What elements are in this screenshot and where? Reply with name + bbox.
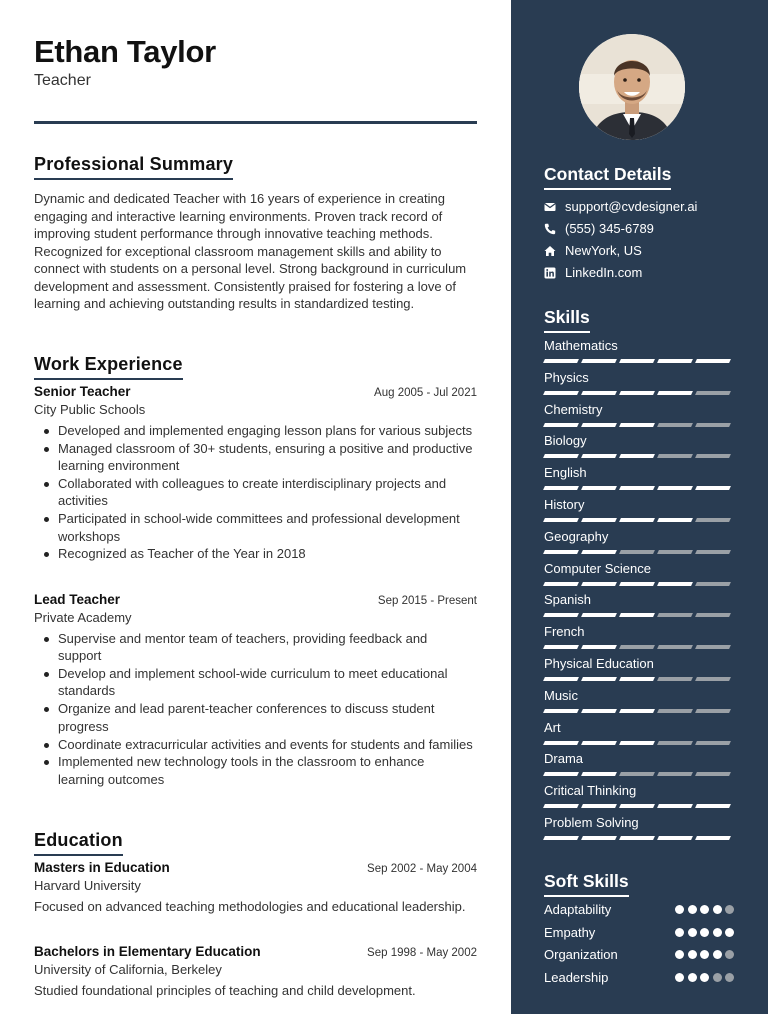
- skill-item: [544, 370, 734, 395]
- skill-item: [544, 497, 734, 522]
- soft-skill-item: [544, 925, 734, 940]
- skill-level-segment: [543, 550, 579, 554]
- candidate-role: Teacher: [34, 72, 91, 89]
- skill-level-segment: [657, 518, 693, 522]
- skill-level-bars: [544, 359, 734, 363]
- section-title-work: Work Experience: [34, 354, 183, 380]
- skill-level-segment: [543, 454, 579, 458]
- skill-level-segment: [695, 836, 731, 840]
- skill-item: [544, 529, 734, 554]
- soft-skill-level-dot: [700, 950, 709, 959]
- section-title-education: Education: [34, 830, 123, 856]
- skill-level-segment: [695, 518, 731, 522]
- skill-level-segment: [657, 454, 693, 458]
- contact-email[interactable]: [544, 199, 697, 214]
- job-dates: Sep 2015 - Present: [377, 595, 477, 607]
- skill-level-segment: [581, 677, 617, 681]
- soft-skill-level-dots: [672, 905, 735, 914]
- skill-level-bars: [544, 582, 734, 586]
- soft-skill-level-dot: [688, 950, 697, 959]
- skill-item: [544, 720, 734, 745]
- skill-item: [544, 338, 734, 363]
- skill-level-segment: [543, 645, 579, 649]
- soft-skill-level-dot: [700, 973, 709, 982]
- skill-level-segment: [657, 709, 693, 713]
- soft-skill-level-dot: [675, 950, 684, 959]
- skill-level-segment: [619, 359, 655, 363]
- education-description: Focused on advanced teaching methodologies and educational leadership.: [34, 899, 466, 914]
- education-description: Studied foundational principles of teaching and child development.: [34, 983, 416, 998]
- skill-name: Geography: [544, 528, 609, 544]
- skill-level-bars: [544, 423, 734, 427]
- skill-level-segment: [695, 741, 731, 745]
- skill-level-segment: [619, 454, 655, 458]
- section-title-contact: Contact Details: [544, 164, 671, 190]
- skill-name: Art: [544, 719, 561, 735]
- skill-item: [544, 656, 734, 681]
- skill-level-segment: [619, 486, 655, 490]
- skill-level-segment: [695, 359, 731, 363]
- skill-level-segment: [657, 772, 693, 776]
- bullet-item: Developed and implemented engaging lesson plans for various subjects: [34, 422, 474, 439]
- skill-level-segment: [619, 613, 655, 617]
- skill-level-segment: [695, 423, 731, 427]
- skill-level-segment: [657, 359, 693, 363]
- skill-level-segment: [543, 741, 579, 745]
- skill-level-segment: [581, 645, 617, 649]
- soft-skill-level-dot: [725, 973, 734, 982]
- phone-text: (555) 345-6789: [565, 221, 654, 236]
- school-name: University of California, Berkeley: [34, 962, 222, 977]
- location-text: NewYork, US: [565, 243, 642, 258]
- skill-name: Critical Thinking: [544, 783, 637, 799]
- skill-item: [544, 688, 734, 713]
- profile-photo: [579, 34, 685, 140]
- soft-skill-level-dot: [675, 973, 684, 982]
- skill-level-segment: [543, 677, 579, 681]
- skill-name: English: [544, 465, 587, 481]
- job-dates: Aug 2005 - Jul 2021: [374, 387, 477, 399]
- skill-level-bars: [544, 613, 734, 617]
- skill-name: Spanish: [544, 592, 591, 608]
- skill-level-segment: [543, 804, 579, 808]
- skill-level-bars: [544, 836, 734, 840]
- skill-level-segment: [581, 709, 617, 713]
- soft-skill-item: [544, 902, 734, 917]
- skill-level-bars: [544, 677, 734, 681]
- soft-skill-name: Organization: [544, 947, 618, 962]
- skill-level-segment: [619, 582, 655, 586]
- skill-item: [544, 402, 734, 427]
- skill-level-segment: [543, 486, 579, 490]
- soft-skill-level-dot: [675, 928, 684, 937]
- skill-level-segment: [543, 391, 579, 395]
- job-title: Lead Teacher: [34, 592, 121, 607]
- email-text: support@cvdesigner.ai: [565, 199, 698, 214]
- skill-level-bars: [544, 772, 734, 776]
- skill-level-segment: [581, 741, 617, 745]
- skill-level-segment: [657, 423, 693, 427]
- soft-skill-level-dot: [688, 928, 697, 937]
- education-entry: [34, 944, 477, 998]
- soft-skill-level-dot: [725, 950, 734, 959]
- bullet-item: Participated in school-wide committees and professional development workshops: [34, 510, 474, 545]
- section-title-soft-skills: Soft Skills: [544, 871, 629, 897]
- skill-item: [544, 815, 734, 840]
- bullet-item: Collaborated with colleagues to create interdisciplinary projects and activities: [34, 475, 474, 510]
- skill-level-bars: [544, 486, 734, 490]
- skill-item: [544, 592, 734, 617]
- skill-level-segment: [695, 613, 731, 617]
- skill-level-segment: [695, 645, 731, 649]
- skill-name: Mathematics: [544, 338, 618, 353]
- skill-level-segment: [695, 550, 731, 554]
- soft-skill-name: Empathy: [544, 924, 596, 940]
- linkedin-text: LinkedIn.com: [565, 265, 643, 280]
- skill-item: [544, 561, 734, 586]
- bullet-item: Develop and implement school-wide curriculum to meet educational standards: [34, 665, 474, 700]
- degree-title: Bachelors in Elementary Education: [34, 944, 261, 959]
- skill-level-segment: [619, 804, 655, 808]
- skill-name: Drama: [544, 751, 584, 767]
- skill-level-segment: [619, 741, 655, 745]
- linkedin-icon: [544, 267, 556, 279]
- soft-skill-level-dot: [713, 950, 722, 959]
- skill-level-segment: [581, 359, 617, 363]
- skill-level-segment: [657, 804, 693, 808]
- home-icon: [544, 245, 556, 257]
- soft-skill-name: Leadership: [544, 969, 609, 985]
- skill-level-segment: [543, 582, 579, 586]
- skill-level-segment: [543, 836, 579, 840]
- skill-level-segment: [657, 550, 693, 554]
- skill-item: [544, 465, 734, 490]
- skill-item: [544, 433, 734, 458]
- skill-item: [544, 783, 734, 808]
- skill-name: Computer Science: [544, 560, 651, 576]
- job-entry: [34, 592, 477, 789]
- soft-skill-level-dots: [672, 928, 735, 937]
- soft-skill-item: [544, 947, 734, 962]
- job-bullets: [34, 422, 477, 563]
- soft-skill-level-dot: [713, 973, 722, 982]
- soft-skill-level-dots: [672, 950, 735, 959]
- envelope-icon: [544, 201, 556, 213]
- skill-level-segment: [543, 613, 579, 617]
- skill-level-segment: [619, 391, 655, 395]
- bullet-item: Supervise and mentor team of teachers, providing feedback and support: [34, 630, 474, 665]
- skill-level-segment: [543, 359, 579, 363]
- header-divider: [34, 121, 477, 124]
- section-title-skills: Skills: [544, 307, 590, 333]
- skill-level-bars: [544, 645, 734, 649]
- skill-level-segment: [657, 613, 693, 617]
- skill-level-segment: [695, 677, 731, 681]
- school-name: Harvard University: [34, 878, 141, 893]
- education-dates: Sep 1998 - May 2002: [367, 947, 477, 959]
- contact-location: [544, 243, 642, 258]
- job-bullets: [34, 630, 477, 788]
- skill-level-bars: [544, 454, 734, 458]
- bullet-item: Managed classroom of 30+ students, ensuring a positive and productive learning environment: [34, 440, 474, 475]
- skill-level-segment: [657, 582, 693, 586]
- job-title: Senior Teacher: [34, 384, 131, 399]
- skill-level-segment: [657, 645, 693, 649]
- bullet-item: Coordinate extracurricular activities and events for students and families: [34, 736, 474, 753]
- skill-level-segment: [581, 391, 617, 395]
- skill-level-segment: [581, 772, 617, 776]
- skill-level-segment: [581, 613, 617, 617]
- soft-skill-name: Adaptability: [544, 902, 612, 917]
- job-organization: Private Academy: [34, 610, 132, 625]
- soft-skill-level-dots: [672, 973, 735, 982]
- job-entry: [34, 384, 477, 563]
- soft-skill-level-dot: [725, 905, 734, 914]
- skill-level-segment: [581, 804, 617, 808]
- phone-icon: [544, 223, 556, 235]
- skill-level-segment: [619, 518, 655, 522]
- skill-level-segment: [619, 423, 655, 427]
- soft-skill-level-dot: [688, 973, 697, 982]
- skill-name: Music: [544, 687, 578, 703]
- skill-level-bars: [544, 741, 734, 745]
- section-title-summary: Professional Summary: [34, 154, 233, 180]
- skill-level-segment: [619, 550, 655, 554]
- bullet-item: Implemented new technology tools in the classroom to enhance learning outcomes: [34, 753, 474, 788]
- skill-level-segment: [695, 709, 731, 713]
- skill-level-bars: [544, 804, 734, 808]
- skill-item: [544, 624, 734, 649]
- contact-linkedin[interactable]: [544, 265, 642, 280]
- soft-skill-level-dot: [713, 905, 722, 914]
- skill-level-segment: [581, 582, 617, 586]
- bullet-item: Recognized as Teacher of the Year in 2018: [34, 545, 474, 562]
- skill-level-segment: [619, 645, 655, 649]
- skill-level-segment: [581, 486, 617, 490]
- skill-level-segment: [657, 836, 693, 840]
- skill-level-segment: [543, 518, 579, 522]
- skill-level-segment: [619, 709, 655, 713]
- soft-skill-level-dot: [688, 905, 697, 914]
- soft-skill-item: [544, 970, 734, 985]
- soft-skill-level-dot: [700, 905, 709, 914]
- education-dates: Sep 2002 - May 2004: [367, 863, 477, 875]
- skill-name: Biology: [544, 433, 587, 449]
- skill-level-segment: [657, 741, 693, 745]
- soft-skill-level-dot: [675, 905, 684, 914]
- skill-level-segment: [543, 423, 579, 427]
- skill-name: History: [544, 497, 585, 512]
- skill-level-segment: [695, 391, 731, 395]
- skill-item: [544, 751, 734, 776]
- skill-level-segment: [695, 454, 731, 458]
- skill-level-segment: [657, 677, 693, 681]
- skill-level-segment: [543, 709, 579, 713]
- contact-phone[interactable]: [544, 221, 654, 236]
- skill-level-segment: [695, 804, 731, 808]
- soft-skill-level-dot: [700, 928, 709, 937]
- skill-level-segment: [695, 772, 731, 776]
- skill-name: Physics: [544, 369, 589, 385]
- skill-level-segment: [581, 518, 617, 522]
- skill-level-segment: [695, 582, 731, 586]
- skill-level-segment: [581, 423, 617, 427]
- skill-level-segment: [581, 454, 617, 458]
- skill-name: Chemistry: [544, 401, 603, 417]
- skill-level-segment: [619, 677, 655, 681]
- skill-name: French: [544, 624, 585, 640]
- soft-skill-level-dot: [713, 928, 722, 937]
- skill-level-segment: [657, 486, 693, 490]
- skill-level-segment: [619, 772, 655, 776]
- skill-level-segment: [581, 550, 617, 554]
- candidate-name: Ethan Taylor: [34, 34, 216, 69]
- skill-level-segment: [619, 836, 655, 840]
- job-organization: City Public Schools: [34, 402, 146, 417]
- skill-level-segment: [657, 391, 693, 395]
- education-entry: [34, 860, 477, 914]
- skill-level-bars: [544, 550, 734, 554]
- skill-name: Problem Solving: [544, 815, 639, 830]
- skill-level-bars: [544, 391, 734, 395]
- soft-skill-level-dot: [725, 928, 734, 937]
- skill-level-segment: [695, 486, 731, 490]
- skill-level-bars: [544, 518, 734, 522]
- bullet-item: Organize and lead parent-teacher conferences to discuss student progress: [34, 700, 474, 735]
- summary-text: Dynamic and dedicated Teacher with 16 years of experience in creating engaging and interactive learning environments. Proven track record of improving student performance through innovative teaching methods. Recognized for exceptional classroom management skills and ability to connect with students on a personal level. Strong background in curriculum development and assessment. Consistently praised for fostering a love of learning and achieving outstanding results in standardized testing.: [34, 191, 467, 311]
- degree-title: Masters in Education: [34, 860, 170, 875]
- skill-name: Physical Education: [544, 656, 654, 671]
- skill-level-segment: [543, 772, 579, 776]
- skill-level-bars: [544, 709, 734, 713]
- skill-level-segment: [581, 836, 617, 840]
